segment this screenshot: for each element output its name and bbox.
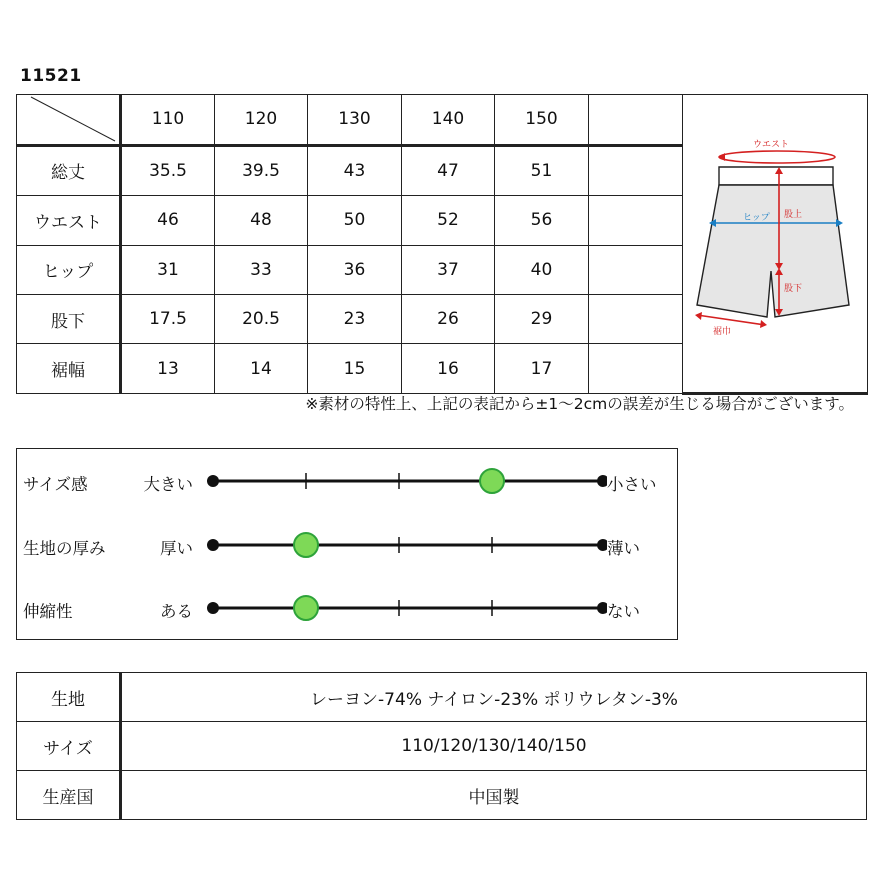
feel-row [17,461,677,501]
row-label: ヒップ [17,245,121,294]
size-header: 150 [495,95,589,146]
row-label: 裾幅 [17,344,121,394]
feel-scale [207,525,607,565]
scale-end-dot [597,475,607,487]
size-value [589,145,683,196]
size-value: 40 [495,245,589,294]
feel-scale [207,588,607,628]
size-value: 37 [402,245,495,294]
scale-end-dot [597,539,607,551]
size-value: 14 [215,344,308,394]
feel-row [17,525,677,565]
feel-label: 生地の厚み [23,539,106,558]
material-label: 生産国 [17,771,121,820]
size-header: 120 [215,95,308,146]
size-value: 52 [402,196,495,245]
size-value: 20.5 [215,295,308,344]
feel-label: 伸縮性 [23,602,73,621]
feel-right-text: 小さい [607,475,657,494]
size-header-row [17,95,868,146]
scale-end-dot [207,602,219,614]
size-value: 43 [308,145,402,196]
material-row [17,673,867,722]
size-value: 23 [308,295,402,344]
scale-end-dot [597,602,607,614]
size-value: 56 [495,196,589,245]
size-value: 50 [308,196,402,245]
size-value: 13 [121,344,215,394]
size-value [589,295,683,344]
size-value [589,196,683,245]
size-value: 33 [215,245,308,294]
hem-label: 裾巾 [713,327,732,337]
size-header: 110 [121,95,215,146]
row-label: 総丈 [17,145,121,196]
size-value: 48 [215,196,308,245]
row-label: 股下 [17,295,121,344]
size-table [16,94,868,395]
material-value: レーヨン-74% ナイロン-23% ポリウレタン-3% [121,673,867,722]
material-label: 生地 [17,673,121,722]
size-value: 29 [495,295,589,344]
size-value: 51 [495,145,589,196]
scale-end-dot [207,475,219,487]
feel-label: サイズ感 [23,475,88,494]
size-value: 31 [121,245,215,294]
scale-marker [294,596,318,620]
scale-marker [480,469,504,493]
size-value: 47 [402,145,495,196]
feel-left-text: 厚い [160,539,193,558]
size-value: 15 [308,344,402,394]
size-value: 46 [121,196,215,245]
feel-right-text: 薄い [607,539,640,558]
size-value: 35.5 [121,145,215,196]
corner-cell [17,95,121,146]
size-value: 17.5 [121,295,215,344]
feel-left-text: ある [160,602,193,621]
feel-row [17,588,677,628]
scale-end-dot [207,539,219,551]
product-code: 11521 [20,66,82,86]
material-row [17,771,867,820]
size-header: 130 [308,95,402,146]
feel-scale [207,461,607,501]
size-value: 17 [495,344,589,394]
diagonal-line [17,95,121,142]
shorts-diagram-cell [683,95,868,394]
material-label: サイズ [17,722,121,771]
feel-left-text: 大きい [143,475,193,494]
feel-box [16,448,678,640]
scale-marker [294,533,318,557]
size-value [589,344,683,394]
shorts-diagram [683,95,867,387]
feel-right-text: ない [607,602,640,621]
tolerance-note: ※素材の特性上、上記の表記から±1〜2cmの誤差が生じる場合がございます。 [305,395,854,413]
inseam-label: 股下 [784,284,803,294]
waist-label: ウエスト [752,140,790,150]
size-value: 16 [402,344,495,394]
size-value: 39.5 [215,145,308,196]
material-row [17,722,867,771]
size-value: 26 [402,295,495,344]
material-value: 中国製 [121,771,867,820]
material-table [16,672,867,820]
hip-label: ヒップ [743,213,770,223]
size-value: 36 [308,245,402,294]
size-header: 140 [402,95,495,146]
rise-label: 股上 [784,210,803,220]
size-header [589,95,683,146]
material-value: 110/120/130/140/150 [121,722,867,771]
row-label: ウエスト [17,196,121,245]
size-value [589,245,683,294]
